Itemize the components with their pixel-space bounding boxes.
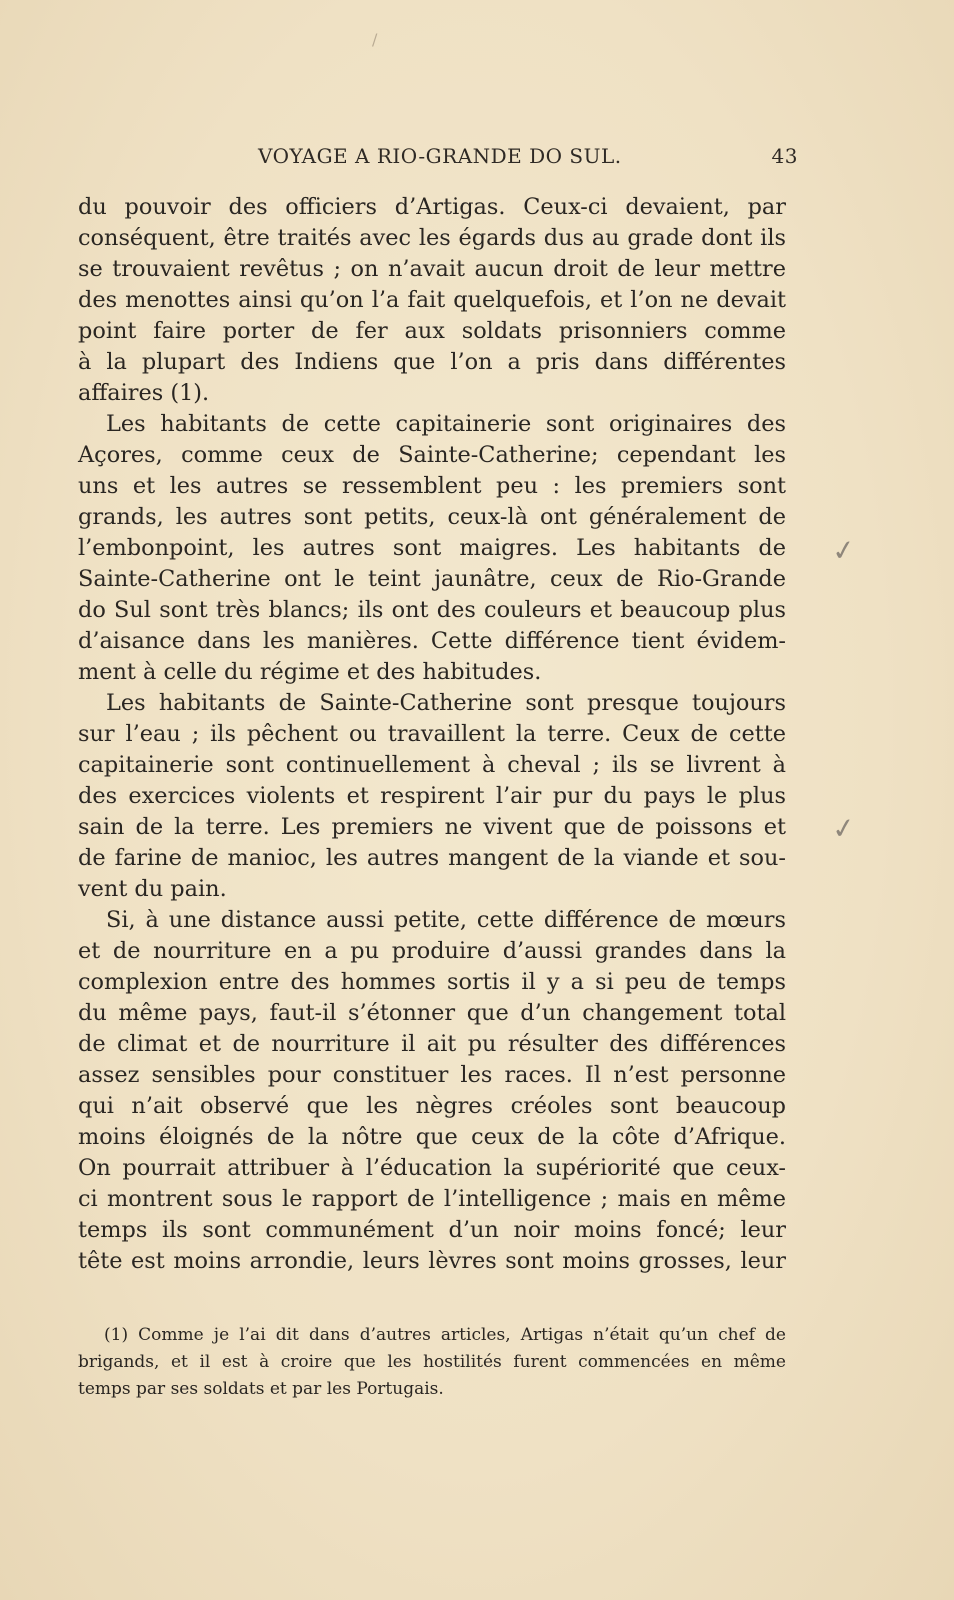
text-line: ment à celle du régime et des habitudes. <box>78 659 542 685</box>
text-line: à la plupart des Indiens que l’on a pris dans différentes <box>78 349 786 375</box>
text-line: capitainerie sont continuellement à cheval ; ils se livrent à <box>78 752 786 778</box>
text-line: Sainte-Catherine ont le teint jaunâtre, ceux de Rio-Grande <box>78 566 786 592</box>
pencil-check-mark: ✓ <box>829 810 858 847</box>
text-line: Les habitants de Sainte-Catherine sont presque toujours <box>106 690 786 716</box>
text-line: et de nourriture en a pu produire d’aussi grandes dans la <box>78 938 786 964</box>
paragraph <box>78 688 786 905</box>
text-line: Si, à une distance aussi petite, cette différence de mœurs <box>106 907 786 933</box>
body-text <box>78 192 786 1277</box>
text-line: des exercices violents et respirent l’air pur du pays le plus <box>78 783 786 809</box>
footnote-line: (1) Comme je l’ai dit dans d’autres articles, Artigas n’était qu’un chef de <box>104 1325 786 1345</box>
footnote-line: temps par ses soldats et par les Portugais. <box>78 1379 444 1399</box>
printer-tick-mark: / <box>372 30 378 49</box>
text-line: Açores, comme ceux de Sainte-Catherine; cependant les <box>78 442 786 468</box>
text-line: grands, les autres sont petits, ceux-là ont généralement de <box>78 504 786 530</box>
text-line: de farine de manioc, les autres mangent de la viande et sou- <box>78 845 786 871</box>
text-line: qui n’ait observé que les nègres créoles sont beaucoup <box>78 1093 786 1119</box>
text-line: temps ils sont communément d’un noir moins foncé; leur <box>78 1217 786 1243</box>
text-line: d’aisance dans les manières. Cette différence tient évidem- <box>78 628 786 654</box>
text-line: ci montrent sous le rapport de l’intelligence ; mais en même <box>78 1186 786 1212</box>
text-line: On pourrait attribuer à l’éducation la supériorité que ceux- <box>78 1155 786 1181</box>
text-line: sain de la terre. Les premiers ne vivent que de poissons et <box>78 814 786 840</box>
text-line: do Sul sont très blancs; ils ont des couleurs et beaucoup plus <box>78 597 786 623</box>
text-line: complexion entre des hommes sortis il y a si peu de temps <box>78 969 786 995</box>
text-line: affaires (1). <box>78 380 210 406</box>
text-line: du pouvoir des officiers d’Artigas. Ceux-ci devaient, par <box>78 194 786 220</box>
pencil-check-mark: ✓ <box>829 532 858 569</box>
paragraph <box>78 409 786 688</box>
text-line: se trouvaient revêtus ; on n’avait aucun droit de leur mettre <box>78 256 786 282</box>
paragraph <box>78 905 786 1277</box>
text-line: de climat et de nourriture il ait pu résulter des différences <box>78 1031 786 1057</box>
text-line: tête est moins arrondie, leurs lèvres sont moins grosses, leur <box>78 1248 786 1274</box>
text-line: conséquent, être traités avec les égards dus au grade dont ils <box>78 225 786 251</box>
text-line: uns et les autres se ressemblent peu : les premiers sont <box>78 473 786 499</box>
paragraph <box>78 192 786 409</box>
text-line: Les habitants de cette capitainerie sont originaires des <box>106 411 786 437</box>
footnote-line: brigands, et il est à croire que les hostilités furent commencées en même <box>78 1352 786 1372</box>
footnote <box>78 1322 786 1403</box>
page-number: 43 <box>771 144 798 168</box>
text-line: assez sensibles pour constituer les races. Il n’est personne <box>78 1062 786 1088</box>
text-line: des menottes ainsi qu’on l’a fait quelquefois, et l’on ne devait <box>78 287 786 313</box>
running-head-title: VOYAGE A RIO-GRANDE DO SUL. <box>258 144 622 168</box>
running-head <box>258 144 798 168</box>
text-line: vent du pain. <box>78 876 227 902</box>
text-line: l’embonpoint, les autres sont maigres. Les habitants de <box>78 535 786 561</box>
text-line: du même pays, faut-il s’étonner que d’un changement total <box>78 1000 786 1026</box>
text-line: point faire porter de fer aux soldats prisonniers comme <box>78 318 786 344</box>
text-line: moins éloignés de la nôtre que ceux de la côte d’Afrique. <box>78 1124 786 1150</box>
text-line: sur l’eau ; ils pêchent ou travaillent la terre. Ceux de cette <box>78 721 786 747</box>
